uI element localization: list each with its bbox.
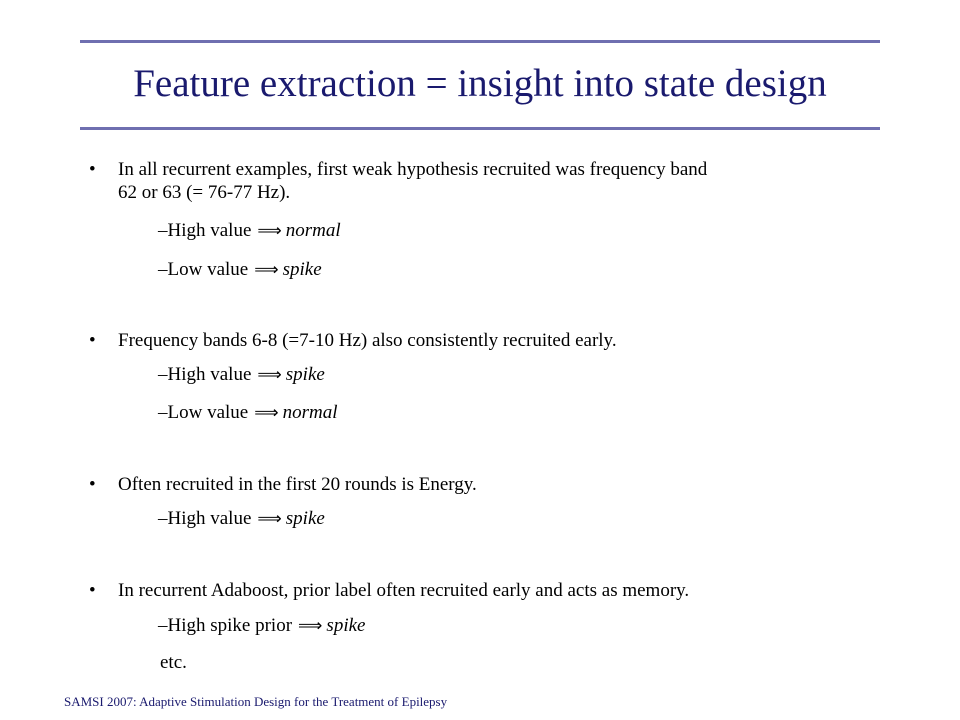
- sub-value: spike: [285, 508, 325, 529]
- implies-icon: ⟹: [257, 221, 282, 241]
- title-rule-bottom: [80, 127, 880, 130]
- bullet-1-sub-2: [158, 258, 322, 282]
- title-rule-top: [80, 40, 880, 43]
- sub-value: normal: [285, 220, 341, 241]
- bullet-1-text-line-2: 62 or 63 (= 76-77 Hz).: [118, 182, 291, 203]
- bullet-3-sub-1: [158, 507, 325, 531]
- bullet-4-trailing-text: etc.: [160, 652, 187, 673]
- sub-value: spike: [326, 615, 366, 636]
- sub-label: –High value: [158, 220, 252, 241]
- implies-icon: ⟹: [257, 365, 282, 385]
- bullet-2-sub-2: [158, 401, 338, 425]
- bullet-1-sub-1: [158, 219, 341, 243]
- bullet-4-text: In recurrent Adaboost, prior label often recruited early and acts as memory.: [118, 580, 690, 601]
- bullet-icon: •: [89, 330, 96, 351]
- bullet-icon: •: [89, 474, 96, 495]
- bullet-3-text: Often recruited in the first 20 rounds is Energy.: [118, 474, 477, 495]
- bullet-2-sub-1: [158, 363, 325, 387]
- implies-icon: ⟹: [257, 509, 282, 529]
- sub-label: –Low value: [158, 259, 249, 280]
- slide-title: Feature extraction = insight into state design: [133, 62, 827, 105]
- sub-value: normal: [282, 402, 338, 423]
- bullet-1-text-line-1: In all recurrent examples, first weak hypothesis recruited was frequency band: [118, 159, 708, 180]
- bullet-4-sub-1: [158, 614, 365, 638]
- implies-icon: ⟹: [254, 403, 279, 423]
- sub-value: spike: [282, 259, 322, 280]
- sub-label: –High value: [158, 508, 252, 529]
- bullet-icon: •: [89, 580, 96, 601]
- bullet-2-text: Frequency bands 6-8 (=7-10 Hz) also consistently recruited early.: [118, 330, 617, 351]
- sub-value: spike: [285, 364, 325, 385]
- footer-text: SAMSI 2007: Adaptive Stimulation Design for the Treatment of Epilepsy: [64, 694, 448, 709]
- implies-icon: ⟹: [298, 616, 323, 636]
- sub-label: –High value: [158, 364, 252, 385]
- implies-icon: ⟹: [254, 260, 279, 280]
- sub-label: –Low value: [158, 402, 249, 423]
- sub-label: –High spike prior: [158, 615, 293, 636]
- bullet-icon: •: [89, 159, 96, 180]
